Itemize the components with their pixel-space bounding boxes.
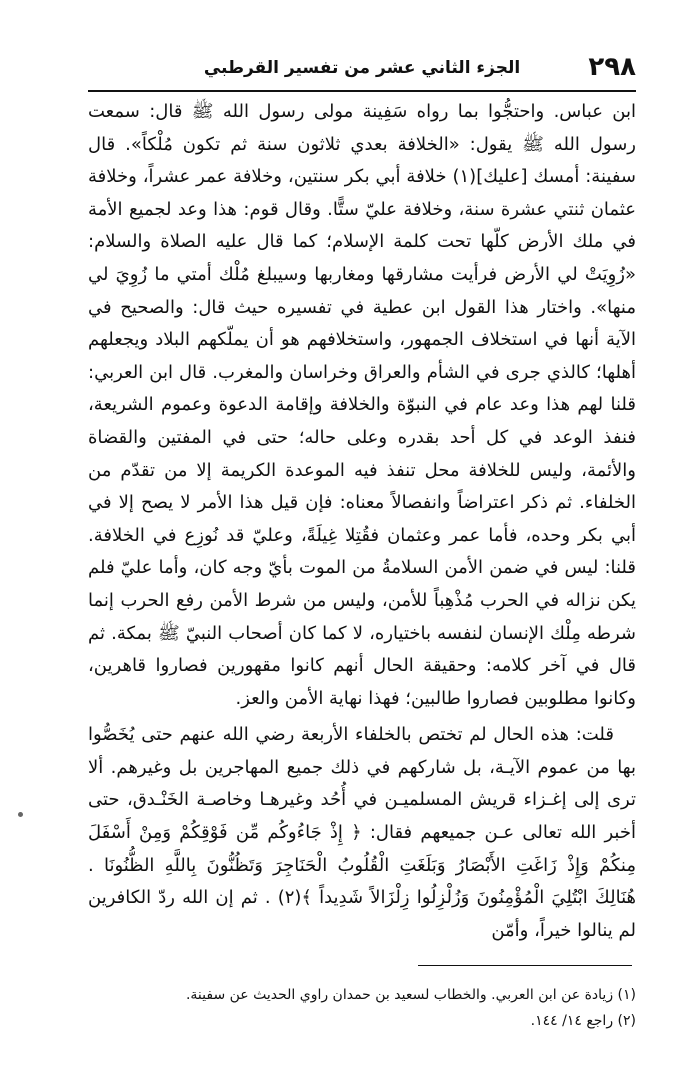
footnote-1: (١) زيادة عن ابن العربي. والخطاب لسعيد بن حمدان راوي الحديث عن سفينة. (185, 987, 636, 1003)
scan-speck (18, 812, 23, 817)
paragraph-2: قلت: هذه الحال لم تختص بالخلفاء الأربعة رضي الله عنهم حتى يُخَصُّوا بها من عموم الآيـة، بل شاركهم في ذلك جميع المهاجرين بل وغيرهم. ألا ترى إلى إغـزاء قريش المسلميـن في أُحُد وغيرهـا وخاصـة الخَنْـدق، حتى أخبر الله تعالى عـن جميعهم فقال: ﴿ إِذْ جَاءُوكُم مِّن فَوْقِكُمْ وَمِنْ أَسْفَلَ مِنكُمْ وَإِذْ زَاغَتِ الأَبْصَارُ وَبَلَغَتِ الْقُلُوبُ الْحَنَاجِرَ وَتَظُنُّونَ بِاللَّهِ الظُّنُونَا . هُنَالِكَ ابْتُلِيَ الْمُؤْمِنُونَ وَزُلْزِلُوا زِلْزَالاً شَدِيداً ﴾(٢) . ثم إن الله ردّ الكافرين لم ينالوا خيراً، وأمّن (88, 724, 636, 941)
header-divider (88, 90, 636, 92)
paragraph-1: ابن عباس. واحتجُّوا بما رواه سَفِينة مولى رسول الله ﷺ قال: سمعت رسول الله ﷺ يقول: «الخلافة بعدي ثلاثون سنة ثم تكون مُلْكاً». قال سفينة: أمسك [عليك](١) خلافة أبي بكر سنتين، وخلافة عمر عشراً، وخلافة عثمان ثنتي عشرة سنة، وخلافة عليّ ستًّا. وقال قوم: هذا وعد لجميع الأمة في ملك الأرض كلّها تحت كلمة الإسلام؛ كما قال عليه الصلاة والسلام: «زُوِيَتْ لي الأرض فرأيت مشارقها ومغاربها وسيبلغ مُلْك أمتي ما زُوِيَ لي منها». واختار هذا القول ابن عطية في تفسيره حيث قال: والصحيح في الآية أنها في استخلاف الجمهور، واستخلافهم هو أن يملّكهم البلاد ويجعلهم أهلها؛ كالذي جرى في الشأم والعراق وخراسان والمغرب. قال ابن العربي: قلنا لهم هذا وعد عام في النبوّة والخلافة وإقامة الدعوة وعموم الشريعة، فنفذ الوعد في كل أحد بقدره وعلى حاله؛ حتى في المفتين والقضاة والأئمة، وليس للخلافة محل تنفذ فيه الموعدة الكريمة إلا من تقدّم من الخلفاء. ثم ذكر اعتراضاً وانفصالاً معناه: فإن قيل هذا الأمر لا يصح إلا في أبي بكر وحده، فأما عمر وعثمان فقُتِلا غِيلَةً، وعليّ قد نُوزِع في الخلافة. قلنا: ليس في ضمن الأمن السلامةُ من الموت بأيّ وجه كان، وأما عليّ فلم يكن نزاله في الحرب مُذْهِباً للأمن، وليس من شرط الأمن رفع الحرب إنما شرطه مِلْك الإنسان لنفسه باختياره، لا كما كان أصحاب النبيّ ﷺ بمكة. ثم قال في آخر كلامه: وحقيقة الحال أنهم كانوا مقهورين فصاروا قاهرين، وكانوا مطلوبين فصاروا طالبين؛ فهذا نهاية الأمن والعز. (88, 101, 637, 709)
page-number: ٢٩٨ (588, 52, 636, 82)
running-title: الجزء الثاني عشر من تفسير القرطبي (203, 58, 521, 78)
main-text (88, 96, 636, 947)
footnote-divider (418, 965, 632, 966)
footnote-2: (٢) راجع ١٤/ ١٤٤. (530, 1013, 636, 1029)
footnotes (88, 982, 636, 1034)
page-header (88, 50, 636, 90)
